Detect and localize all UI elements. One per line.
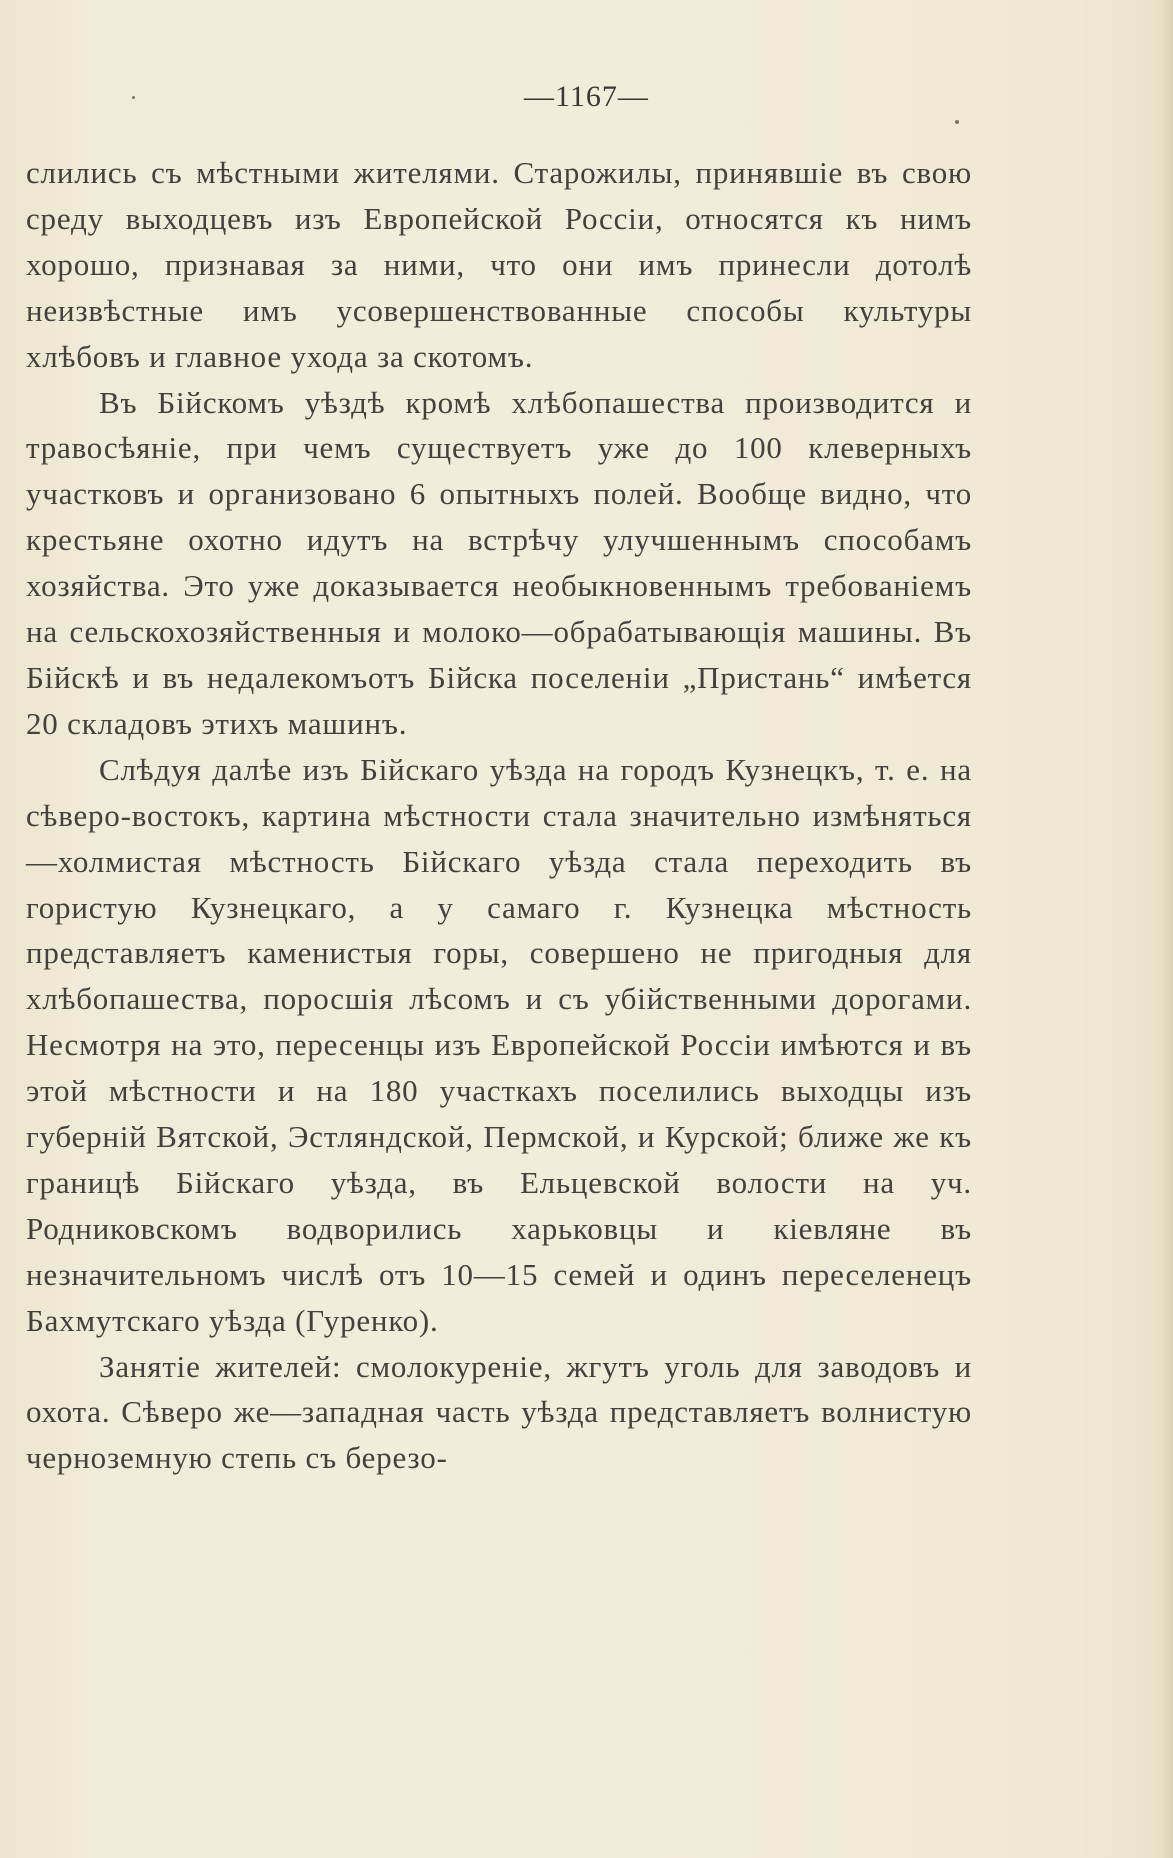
paragraph-1: слились съ мѣстными жителями. Старожилы, принявшіе въ свою среду выходцевъ изъ Европейской Россіи, относятся къ нимъ хорошо, признавая за ними, что они имъ принесли дотолѣ неизвѣстные имъ усовершенствованные способы культуры хлѣбовъ и главное ухода за скотомъ. [26, 155, 972, 374]
paragraph-3: Слѣдуя далѣе изъ Бійскаго уѣзда на городъ Кузнецкъ, т. е. на сѣверо-востокъ, картина мѣстности стала значительно измѣняться—холмистая мѣстность Бійскаго уѣзда стала переходить въ гористую Кузнецкаго, а у самаго г. Кузнецка мѣстность представляетъ каменистыя горы, совершено не пригодныя для хлѣбопашества, поросшія лѣсомъ и съ убійственными дорогами. Несмотря на это, пересенцы изъ Европейской Россіи имѣются и въ этой мѣстности и на 180 участкахъ поселились выходцы изъ губерній Вятской, Эстляндской, Пермской, и Курской; ближе же къ границѣ Бійскаго уѣзда, въ Ельцевской волости на уч. Родниковскомъ водворились харьковцы и кіевляне въ незначительномъ числѣ отъ 10—15 семей и одинъ переселенецъ Бахмутскаго уѣзда (Гуренко). [26, 751, 972, 1338]
paragraph-4: Занятіе жителей: смолокуреніе, жгутъ уголь для заводовъ и охота. Сѣверо же—западная часть уѣзда представляетъ волнистую черноземную степь съ березо- [26, 1348, 972, 1476]
print-speck [955, 120, 959, 124]
body-text [26, 150, 972, 1481]
paragraph-2: Въ Бійскомъ уѣздѣ кромѣ хлѣбопашества производится и травосѣяніе, при чемъ существуетъ уже до 100 клеверныхъ участковъ и организовано 6 опытныхъ полей. Вообще видно, что крестьяне охотно идутъ на встрѣчу улучшеннымъ способамъ хозяйства. Это уже доказывается необыкновеннымъ требованіемъ на сельскохозяйственныя и молоко—обрабатывающія машины. Въ Бійскѣ и въ недалекомъотъ Бійска поселеніи „Пристань“ имѣется 20 складовъ этихъ машинъ. [26, 384, 972, 741]
page-edge-shadow [1159, 0, 1173, 1858]
page-number: —1167— [524, 80, 649, 113]
